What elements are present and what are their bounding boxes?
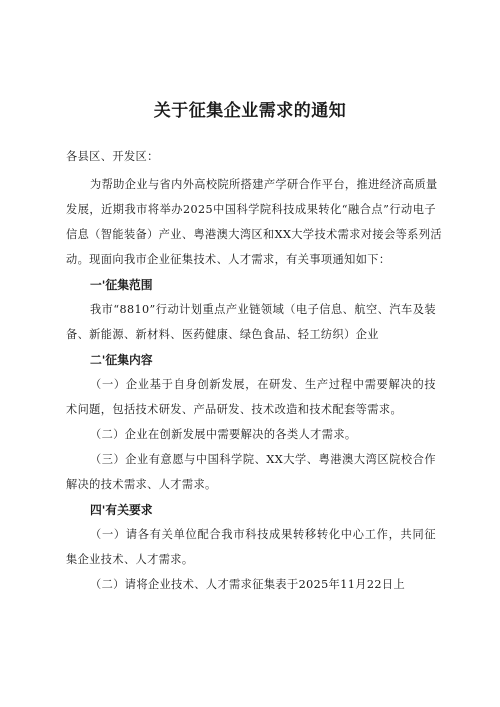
section-line: 我市“8810”行动计划重点产业链领域（电子信息、航空、汽车及装	[90, 303, 436, 316]
section-heading-scope: 一'征集范围	[90, 278, 153, 292]
section-line: 术问题，包括技术研发、产品研发、技术改造和技术配套等需求。	[66, 403, 403, 416]
intro-line: 为帮助企业与省内外高校院所搭建产学研合作平台，推进经济高质量	[90, 178, 438, 191]
intro-line: 信息（智能装备）产业、粤港澳大湾区和XX大学技术需求对接会等系列活	[66, 228, 442, 241]
section-line: （一）请各有关单位配合我市科技成果转移转化中心工作，共同征	[90, 528, 436, 541]
section-line: （二）请将企业技术、人才需求征集表于2025年11月22日上	[90, 578, 406, 591]
section-line: （二）企业在创新发展中需要解决的各类人才需求。	[90, 428, 357, 441]
section-heading-requirements: 四'有关要求	[90, 503, 153, 517]
section-heading-content: 二'征集内容	[90, 353, 153, 367]
intro-line: 动。现面向我市企业征集技术、人才需求，有关事项通知如下：	[66, 253, 391, 266]
section-line: （一）企业基于自身创新发展，在研发、生产过程中需要解决的技	[90, 378, 436, 391]
document-title: 关于征集企业需求的通知	[153, 101, 347, 121]
salutation: 各县区、开发区：	[66, 150, 159, 163]
section-line: 集企业技术、人才需求。	[66, 553, 194, 566]
section-line: （三）企业有意愿与中国科学院、XX大学、粤港澳大湾区院校合作	[90, 453, 436, 466]
intro-line: 发展，近期我市将举办2025中国科学院科技成果转化“融合点”行动电子	[66, 203, 436, 216]
section-line: 解决的技术需求、人才需求。	[66, 478, 217, 491]
section-line: 备、新能源、新材料、医药健康、绿色食品、轻工纺织）企业	[66, 328, 379, 341]
